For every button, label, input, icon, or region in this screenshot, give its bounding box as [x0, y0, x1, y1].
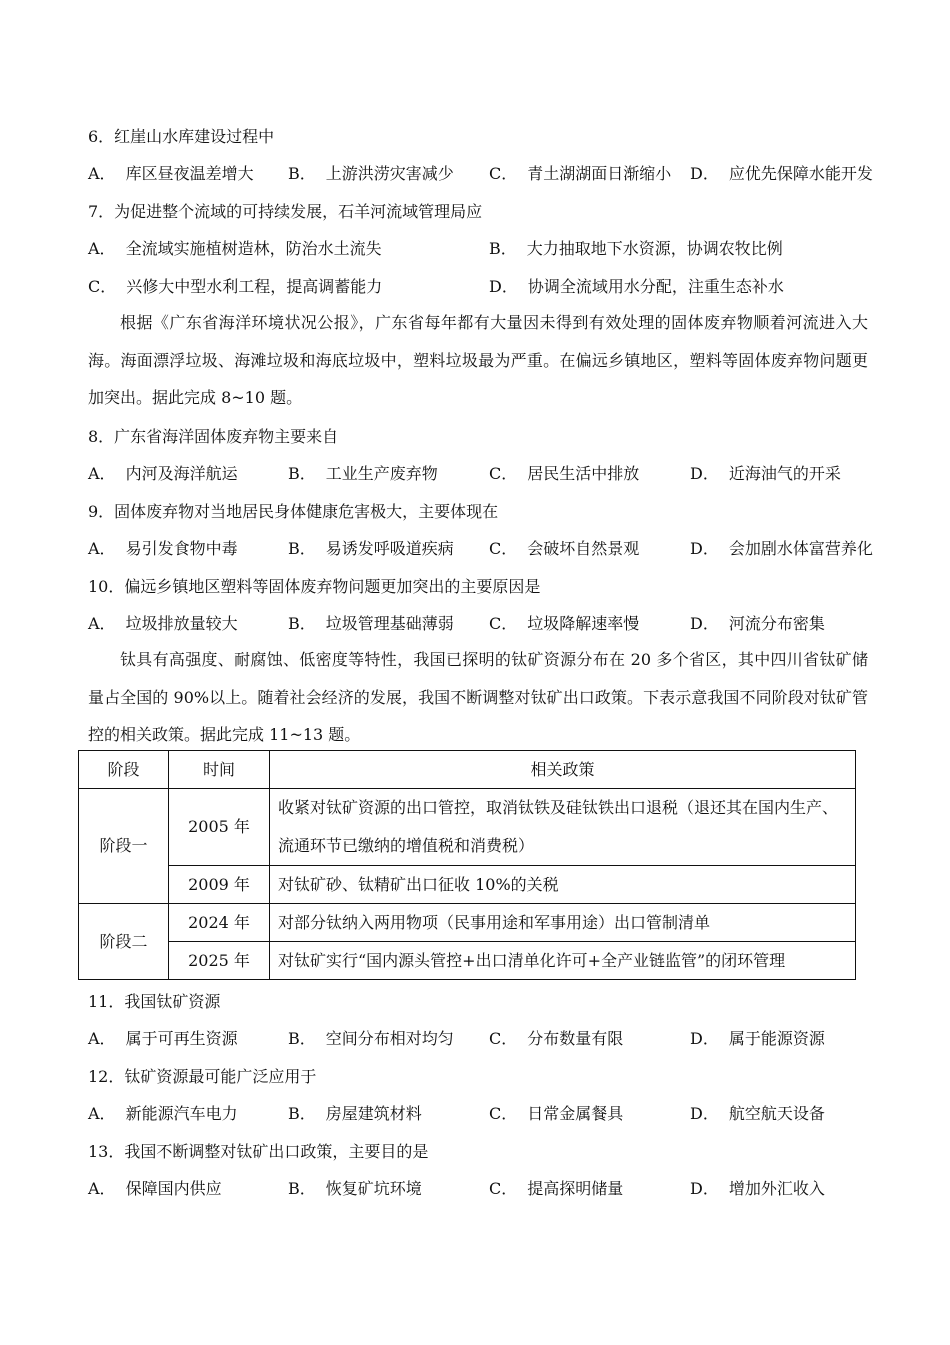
- option-b: B． 房屋建筑材料: [288, 1104, 422, 1123]
- header-policy: 相关政策: [270, 751, 856, 789]
- option-d: D． 航空航天设备: [690, 1104, 825, 1123]
- question-9-stem: 9．固体废弃物对当地居民身体健康危害极大，主要体现在: [88, 502, 499, 521]
- header-stage: 阶段: [79, 751, 169, 789]
- table-row: [79, 942, 856, 980]
- option-c: C． 分布数量有限: [489, 1029, 624, 1048]
- option-a: A． 易引发食物中毒: [88, 539, 238, 558]
- question-6-options: [88, 164, 878, 184]
- option-b: B． 垃圾管理基础薄弱: [288, 614, 454, 633]
- option-c: C． 兴修大中型水利工程，提高调蓄能力: [88, 277, 383, 296]
- question-7-stem: 7．为促进整个流域的可持续发展，石羊河流域管理局应: [88, 202, 483, 221]
- question-9-options: [88, 539, 878, 559]
- policy-cell: 对部分钛纳入两用物项（民事用途和军事用途）出口管制清单: [270, 904, 856, 942]
- option-a: A． 内河及海洋航运: [88, 464, 238, 483]
- option-d: D． 河流分布密集: [690, 614, 825, 633]
- option-b: B． 易诱发呼吸道疾病: [288, 539, 454, 558]
- question-11-options: [88, 1029, 878, 1049]
- option-a: A． 垃圾排放量较大: [88, 614, 238, 633]
- option-a: A． 全流域实施植树造林，防治水土流失: [88, 239, 382, 258]
- question-6-stem: 6．红崖山水库建设过程中: [88, 127, 275, 146]
- option-c: C． 会破坏自然景观: [489, 539, 640, 558]
- option-b: B． 空间分布相对均匀: [288, 1029, 454, 1048]
- year-cell: 2025 年: [169, 942, 270, 980]
- passage-titanium: 钛具有高强度、耐腐蚀、低密度等特性，我国已探明的钛矿资源分布在 20 多个省区，其中四川省钛矿储量占全国的 90%以上。随着社会经济的发展，我国不断调整对钛矿出口政策。下表示意我国不同阶段对钛矿管控的相关政策。据此完成 11~13 题。: [88, 650, 868, 744]
- table-header-row: [79, 751, 856, 789]
- question-13-options: [88, 1179, 878, 1199]
- option-a: A． 库区昼夜温差增大: [88, 164, 254, 183]
- table-row: [79, 866, 856, 904]
- option-c: C． 垃圾降解速率慢: [489, 614, 640, 633]
- option-a: A． 属于可再生资源: [88, 1029, 238, 1048]
- option-b: B． 恢复矿坑环境: [288, 1179, 422, 1198]
- stage-cell: 阶段二: [79, 904, 169, 980]
- titanium-policy-table: [78, 750, 856, 980]
- option-c: C． 青土湖湖面日渐缩小: [489, 164, 672, 183]
- table-row: [79, 904, 856, 942]
- question-11-stem: 11．我国钛矿资源: [88, 992, 221, 1011]
- header-time: 时间: [169, 751, 270, 789]
- policy-cell: 对钛矿砂、钛精矿出口征收 10%的关税: [270, 866, 856, 904]
- option-d: D． 属于能源资源: [690, 1029, 825, 1048]
- question-10-options: [88, 614, 878, 634]
- year-cell: 2009 年: [169, 866, 270, 904]
- option-d: D． 会加剧水体富营养化: [690, 539, 873, 558]
- question-7-options-row2: [88, 277, 878, 297]
- question-12-options: [88, 1104, 878, 1124]
- table-row: [79, 789, 856, 866]
- option-c: C． 提高探明储量: [489, 1179, 624, 1198]
- option-d: D． 应优先保障水能开发: [690, 164, 873, 183]
- option-b: B． 工业生产废弃物: [288, 464, 438, 483]
- policy-cell: [270, 789, 856, 866]
- option-d: D． 增加外汇收入: [690, 1179, 825, 1198]
- option-d: D． 近海油气的开采: [690, 464, 841, 483]
- question-8-stem: 8．广东省海洋固体废弃物主要来自: [88, 427, 339, 446]
- policy-line: 流通环节已缴纳的增值税和消费税）: [278, 836, 535, 855]
- year-cell: 2024 年: [169, 904, 270, 942]
- option-a: A． 新能源汽车电力: [88, 1104, 238, 1123]
- option-c: C． 日常金属餐具: [489, 1104, 624, 1123]
- option-d: D． 协调全流域用水分配，注重生态补水: [489, 277, 784, 296]
- year-cell: 2005 年: [169, 789, 270, 866]
- question-12-stem: 12．钛矿资源最可能广泛应用于: [88, 1067, 317, 1086]
- option-b: B． 上游洪涝灾害减少: [288, 164, 454, 183]
- option-b: B． 大力抽取地下水资源，协调农牧比例: [489, 239, 783, 258]
- question-8-options: [88, 464, 878, 484]
- passage-marine-waste: 根据《广东省海洋环境状况公报》，广东省每年都有大量因未得到有效处理的固体废弃物顺着河流进入大海。海面漂浮垃圾、海滩垃圾和海底垃圾中，塑料垃圾最为严重。在偏远乡镇地区，塑料等固体废弃物问题更加突出。据此完成 8~10 题。: [88, 313, 868, 407]
- question-10-stem: 10．偏远乡镇地区塑料等固体废弃物问题更加突出的主要原因是: [88, 577, 541, 596]
- policy-line: 收紧对钛矿资源的出口管控，取消钛铁及硅钛铁出口退税（退还其在国内生产、: [278, 798, 839, 817]
- option-a: A． 保障国内供应: [88, 1179, 222, 1198]
- policy-cell: 对钛矿实行“国内源头管控+出口清单化许可+全产业链监管”的闭环管理: [270, 942, 856, 980]
- stage-cell: 阶段一: [79, 789, 169, 904]
- option-c: C． 居民生活中排放: [489, 464, 640, 483]
- question-7-options-row1: [88, 239, 878, 259]
- question-13-stem: 13．我国不断调整对钛矿出口政策，主要目的是: [88, 1142, 429, 1161]
